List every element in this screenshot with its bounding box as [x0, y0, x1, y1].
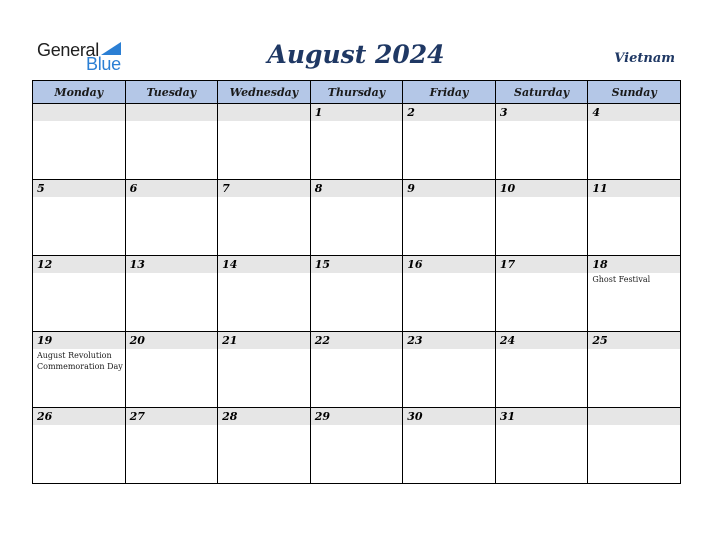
day-cell: [218, 180, 311, 256]
day-number: 8: [311, 180, 403, 197]
weekday-header: Thursday: [310, 81, 403, 104]
day-number: [33, 104, 125, 121]
day-number: 23: [403, 332, 495, 349]
day-cell: [125, 408, 218, 484]
day-cell: [125, 332, 218, 408]
day-number: 22: [311, 332, 403, 349]
week-row: [33, 332, 681, 408]
week-row: [33, 256, 681, 332]
weekday-header: Sunday: [588, 81, 681, 104]
day-number: 29: [311, 408, 403, 425]
day-number: 12: [33, 256, 125, 273]
day-cell: [403, 104, 496, 180]
day-number: 30: [403, 408, 495, 425]
day-cell: [33, 332, 126, 408]
weekday-header: Friday: [403, 81, 496, 104]
day-cell: [495, 180, 588, 256]
day-cell: [125, 104, 218, 180]
day-number: 20: [126, 332, 218, 349]
day-cell: [33, 180, 126, 256]
day-number: 24: [496, 332, 588, 349]
day-number: 11: [588, 180, 680, 197]
day-cell: [218, 408, 311, 484]
week-row: [33, 180, 681, 256]
logo-text-general: General: [37, 40, 99, 60]
day-cell: [495, 104, 588, 180]
day-number: 26: [33, 408, 125, 425]
day-cell: [218, 104, 311, 180]
day-number: [218, 104, 310, 121]
day-cell: [403, 180, 496, 256]
day-cell: [403, 408, 496, 484]
day-cell: [403, 332, 496, 408]
day-cell: [33, 104, 126, 180]
day-number: 16: [403, 256, 495, 273]
day-cell: [310, 332, 403, 408]
day-cell: [588, 256, 681, 332]
day-cell: [218, 256, 311, 332]
day-number: 10: [496, 180, 588, 197]
day-number: 1: [311, 104, 403, 121]
day-number: 18: [588, 256, 680, 273]
day-cell: [33, 256, 126, 332]
holiday-event: Ghost Festival: [592, 275, 651, 284]
weekday-header: Wednesday: [218, 81, 311, 104]
day-number: 6: [126, 180, 218, 197]
day-number: 21: [218, 332, 310, 349]
day-number: [588, 408, 680, 425]
day-number: 4: [588, 104, 680, 121]
day-cell: [495, 408, 588, 484]
day-cell: [125, 180, 218, 256]
day-number: 25: [588, 332, 680, 349]
calendar-title: August 2024: [267, 40, 445, 69]
week-row: [33, 408, 681, 484]
day-number: [126, 104, 218, 121]
day-cell: [310, 104, 403, 180]
day-number: 3: [496, 104, 588, 121]
calendar-grid: [32, 80, 681, 484]
day-cell: [218, 332, 311, 408]
day-cell: [310, 180, 403, 256]
holiday-event: August Revolution Commemoration Day: [37, 351, 123, 371]
day-cell: [588, 104, 681, 180]
day-number: 9: [403, 180, 495, 197]
day-cell: [310, 408, 403, 484]
day-number: 2: [403, 104, 495, 121]
day-number: 15: [311, 256, 403, 273]
calendar-body: [33, 104, 681, 484]
day-number: 27: [126, 408, 218, 425]
weekday-header: Tuesday: [125, 81, 218, 104]
weekday-header: Monday: [33, 81, 126, 104]
day-cell: [33, 408, 126, 484]
day-number: 5: [33, 180, 125, 197]
country-label: Vietnam: [614, 51, 675, 66]
week-row: [33, 104, 681, 180]
day-cell: [588, 180, 681, 256]
day-cell: [310, 256, 403, 332]
day-number: 19: [33, 332, 125, 349]
weekday-header: Saturday: [495, 81, 588, 104]
day-number: 28: [218, 408, 310, 425]
day-cell: [588, 332, 681, 408]
day-number: 14: [218, 256, 310, 273]
day-cell: [588, 408, 681, 484]
day-number: 31: [496, 408, 588, 425]
day-cell: [125, 256, 218, 332]
day-cell: [495, 256, 588, 332]
day-number: 7: [218, 180, 310, 197]
logo-text-blue: Blue: [86, 54, 121, 74]
day-number: 17: [496, 256, 588, 273]
day-cell: [495, 332, 588, 408]
weekday-header-row: [33, 81, 681, 104]
day-number: 13: [126, 256, 218, 273]
day-cell: [403, 256, 496, 332]
